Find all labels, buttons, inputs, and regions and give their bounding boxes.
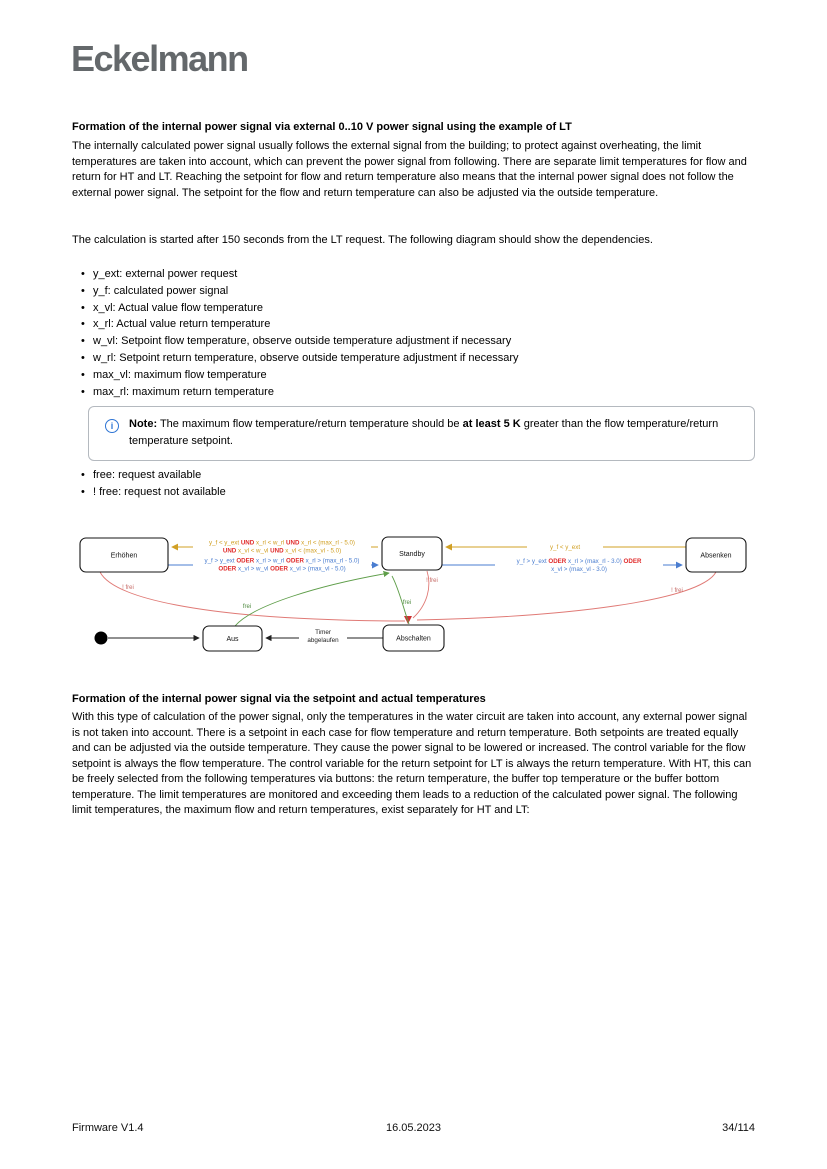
note-text-after: greater than the flow temperature/return temperature setpoint. <box>129 418 719 447</box>
label-timer-line1: Timer <box>315 629 331 636</box>
svg-text:Abschalten: Abschalten <box>396 635 431 643</box>
eckelmann-logo: Eckelmann <box>71 38 248 79</box>
label-frei-left: frei <box>242 604 252 610</box>
note-label: Note: <box>129 418 158 430</box>
label-timer-line2: abgelaufen <box>307 637 339 644</box>
state-absenken <box>686 538 746 572</box>
list-item: • x_rl: Actual value return temperature <box>93 316 779 333</box>
list-item: • x_vl: Actual value flow temperature <box>93 300 779 317</box>
label-not-frei-right: ! frei <box>671 588 683 594</box>
state-erhoehen <box>80 538 168 572</box>
state-abschalten <box>383 625 444 651</box>
variable-legend-list <box>72 266 779 400</box>
section1-heading: Formation of the internal power signal via external 0..10 V power signal using the example of LT <box>72 121 572 133</box>
list-item: • max_vl: maximum flow temperature <box>93 367 779 384</box>
note-text-before: The maximum flow temperature/return temperature should be <box>157 418 463 430</box>
condition-absenken-to-standby: y_f < y_ext <box>549 544 581 551</box>
edge-absenken-to-abschalten <box>417 572 716 620</box>
section1-paragraph-2: The calculation is started after 150 seconds from the LT request. The following diagram should show the dependencies. <box>72 234 653 246</box>
list-item: • free: request available <box>93 467 779 484</box>
footer-firmware-version: Firmware V1.4 <box>72 1122 144 1134</box>
footer-date: 16.05.2023 <box>385 1122 442 1134</box>
list-item: • y_ext: external power request <box>93 266 779 283</box>
section2-heading: Formation of the internal power signal via the setpoint and actual temperatures <box>72 693 486 705</box>
initial-state-dot <box>95 632 108 645</box>
condition-standby-to-erhoehen-line2: UND x_vl < w_vl UND x_vl < (max_vl - 5.0) <box>222 547 342 555</box>
list-item: • ! free: request not available <box>93 484 779 501</box>
edge-aus-to-standby <box>235 573 389 626</box>
info-icon: i <box>105 419 119 433</box>
section1-paragraph-1: The internally calculated power signal usually follows the external signal from the building; to protect against overheating, the limit temperatures are taken into account, which can prevent the power signal from following. There are separate limit temperatures for flow and return for HT and LT. Reaching the setpoint for flow and return temperature also means that the internal power signal does not follow the external power signal. The setpoint for the flow and return temperature can also be adjusted via the outside temperature. <box>72 140 747 199</box>
state-aus <box>203 626 262 651</box>
label-frei-middle: frei <box>402 600 412 606</box>
list-item: • w_rl: Setpoint return temperature, observe outside temperature adjustment if necessary <box>93 350 779 367</box>
note-box <box>88 406 755 461</box>
section2-paragraph: With this type of calculation of the power signal, only the temperatures in the water circuit are taken into account, any external power signal is not taken into account. There is a setpoint in each case for flow temperature and return temperature. Both setpoints are treated equally and can be adjusted via the outside temperature. They cause the power signal to be lowered or increased. The control variable for the flow setpoint is always the flow temperature. The control variable for the return setpoint for LT is always the return temperature. With HT, this can be freely selected from the following temperatures via buttons: the return temperature, the buffer top temperature or the buffer bottom temperature. The limit temperatures are monitored and exceeding them leads to a reduction of the calculated power signal. The following limit temperatures, the maximum flow and return temperatures, exist separately for HT and LT: <box>72 711 752 816</box>
list-item: • max_rl: maximum return temperature <box>93 384 779 401</box>
svg-text:Erhöhen: Erhöhen <box>110 552 138 560</box>
edge-erhoehen-to-abschalten <box>100 572 405 621</box>
svg-text:Absenken: Absenken <box>700 552 732 560</box>
state-machine-diagram <box>75 527 765 672</box>
condition-standby-to-absenken-line2: x_vl > (max_vl - 3.0) <box>551 566 607 573</box>
footer-page-number: 34/114 <box>722 1122 755 1134</box>
note-bold-value: at least 5 K <box>462 418 521 430</box>
svg-text:Standby: Standby <box>399 551 425 558</box>
list-item: • y_f: calculated power signal <box>93 283 779 300</box>
condition-erhoehen-to-standby-line1: y_f > y_ext ODER x_rl > w_rl ODER x_rl > (max_rl - 5.0) <box>204 557 360 565</box>
condition-standby-to-absenken-line1: y_f > y_ext ODER x_rl > (max_rl - 3.0) ODER <box>516 558 642 565</box>
svg-text:Aus: Aus <box>226 636 239 643</box>
label-not-frei-left: ! frei <box>122 585 134 591</box>
state-standby <box>382 537 442 570</box>
condition-standby-to-erhoehen-line1: y_f < y_ext UND x_rl < w_rl UND x_rl < (max_rl - 5.0) <box>209 539 355 547</box>
label-not-frei-middle: ! frei <box>426 578 438 584</box>
free-legend-list <box>72 467 779 501</box>
condition-erhoehen-to-standby-line2: ODER x_vl > w_vl ODER x_vl > (max_vl - 5.0) <box>218 565 346 573</box>
note-text <box>129 416 740 449</box>
list-item: • w_vl: Setpoint flow temperature, observe outside temperature adjustment if necessary <box>93 333 779 350</box>
